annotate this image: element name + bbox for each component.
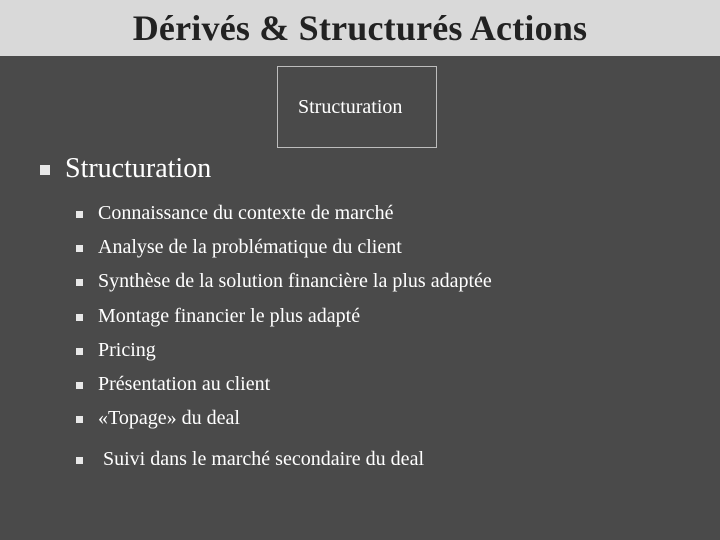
square-bullet-icon [76, 314, 83, 321]
list-item-text: Synthèse de la solution financière la plus adaptée [98, 270, 492, 293]
section-heading-text: Structuration [65, 153, 212, 184]
square-bullet-icon [76, 457, 83, 464]
square-bullet-icon [76, 382, 83, 389]
square-bullet-icon [76, 348, 83, 355]
list-item [76, 265, 700, 299]
list-item [76, 442, 700, 476]
title-bar [0, 0, 720, 56]
square-bullet-icon [76, 245, 83, 252]
slide-title: Dérivés & Structurés Actions [132, 8, 588, 48]
section-heading [40, 150, 700, 188]
list-item-text: Présentation au client [98, 373, 271, 396]
list-item-text: «Topage» du deal [98, 407, 240, 430]
sub-bullet-list [40, 196, 700, 476]
list-item [76, 196, 700, 230]
list-item-text: Connaissance du contexte de marché [98, 201, 394, 224]
list-item [76, 367, 700, 401]
list-item-text: Montage financier le plus adapté [98, 304, 361, 327]
square-bullet-icon [76, 416, 83, 423]
box-label: Structuration [298, 96, 403, 118]
list-item [76, 402, 700, 436]
list-item-text: Analyse de la problématique du client [98, 235, 402, 258]
bullet-section [40, 150, 700, 476]
list-item [76, 299, 700, 333]
square-bullet-icon [76, 279, 83, 286]
square-bullet-icon [76, 211, 83, 218]
list-item [76, 230, 700, 264]
square-bullet-icon [40, 165, 50, 175]
list-item-text: Pricing [98, 338, 156, 361]
list-item [76, 333, 700, 367]
list-item-text: Suivi dans le marché secondaire du deal [103, 447, 424, 470]
